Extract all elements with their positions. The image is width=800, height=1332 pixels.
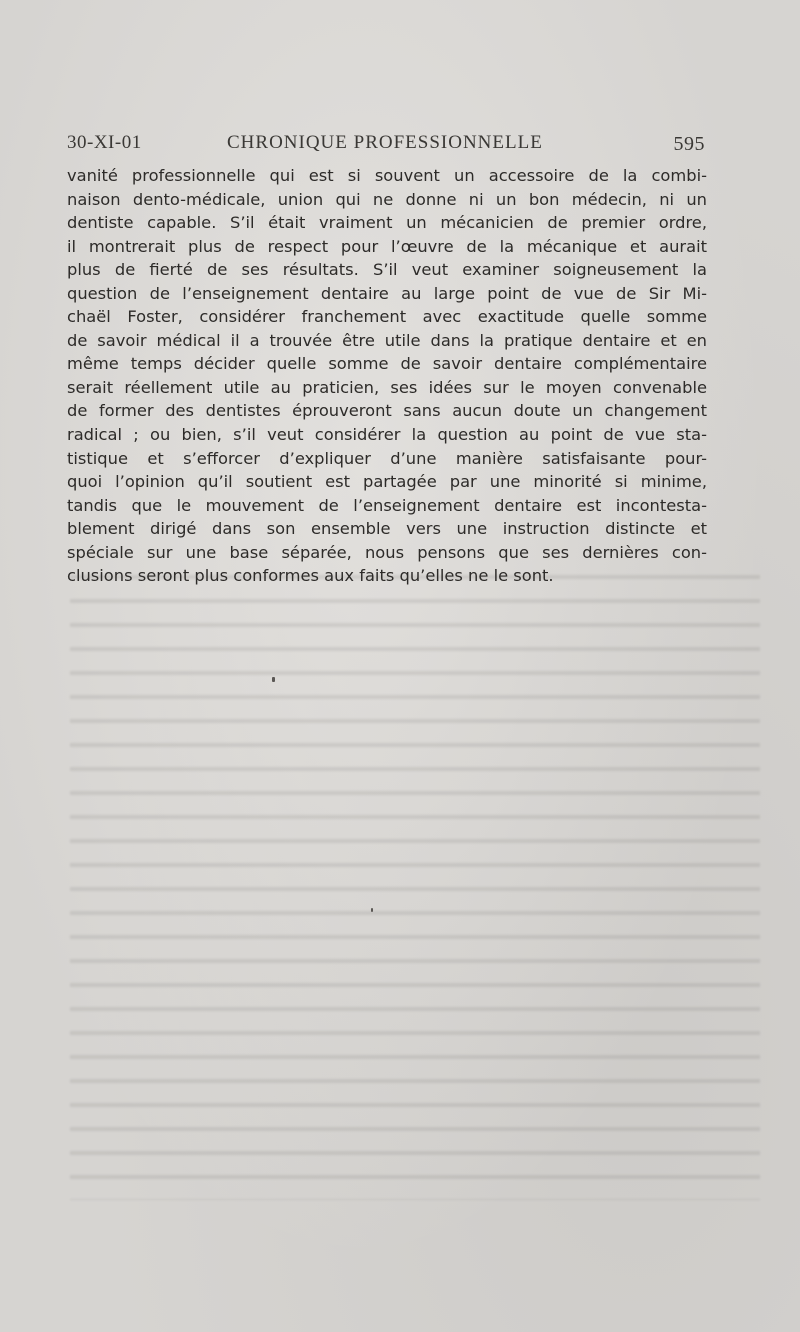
- text-line: radical ; ou bien, s’il veut considérer la question au point de vue sta-: [67, 425, 707, 445]
- text-line: clusions seront plus conformes aux faits qu’elles ne le sont.: [67, 566, 554, 586]
- text-line: tistique et s’efforcer d’expliquer d’une manière satisfaisante pour-: [67, 448, 707, 468]
- text-line: de savoir médical il a trouvée être utile dans la pratique dentaire et en: [67, 330, 707, 350]
- text-line: il montrerait plus de respect pour l’œuvre de la mécanique et aurait: [67, 236, 707, 256]
- text-line: de former des dentistes éprouveront sans aucun doute un changement: [67, 401, 707, 421]
- page-number: 595: [673, 133, 705, 155]
- text-line: blement dirigé dans son ensemble vers une instruction distincte et: [67, 519, 707, 539]
- text-line: naison dento-médicale, union qui ne donne ni un bon médecin, ni un: [67, 189, 707, 209]
- text-line: serait réellement utile au praticien, ses idées sur le moyen convenable: [67, 377, 707, 397]
- show-through-text: [70, 560, 760, 1200]
- running-head-title: CHRONIQUE PROFESSIONNELLE: [227, 132, 543, 153]
- body-paragraph: [67, 164, 707, 588]
- page-header: [67, 132, 707, 162]
- text-line: spéciale sur une base séparée, nous pensons que ses dernières con-: [67, 542, 707, 562]
- text-line: vanité professionnelle qui est si souvent un accessoire de la combi-: [67, 166, 707, 185]
- ink-speck: [272, 677, 275, 682]
- text-line: même temps décider quelle somme de savoir dentaire complémentaire: [67, 354, 707, 374]
- text-line: chaël Foster, considérer franchement avec exactitude quelle somme: [67, 307, 707, 327]
- text-line: tandis que le mouvement de l’enseignement dentaire est incontesta-: [67, 495, 707, 515]
- header-date: 30-XI-01: [67, 132, 142, 153]
- text-line: quoi l’opinion qu’il soutient est partagée par une minorité si minime,: [67, 472, 707, 492]
- text-line: dentiste capable. S’il était vraiment un mécanicien de premier ordre,: [67, 213, 707, 233]
- text-line: question de l’enseignement dentaire au large point de vue de Sir Mi-: [67, 283, 707, 303]
- ink-speck: [371, 908, 373, 912]
- text-line: plus de fierté de ses résultats. S’il veut examiner soigneusement la: [67, 260, 707, 280]
